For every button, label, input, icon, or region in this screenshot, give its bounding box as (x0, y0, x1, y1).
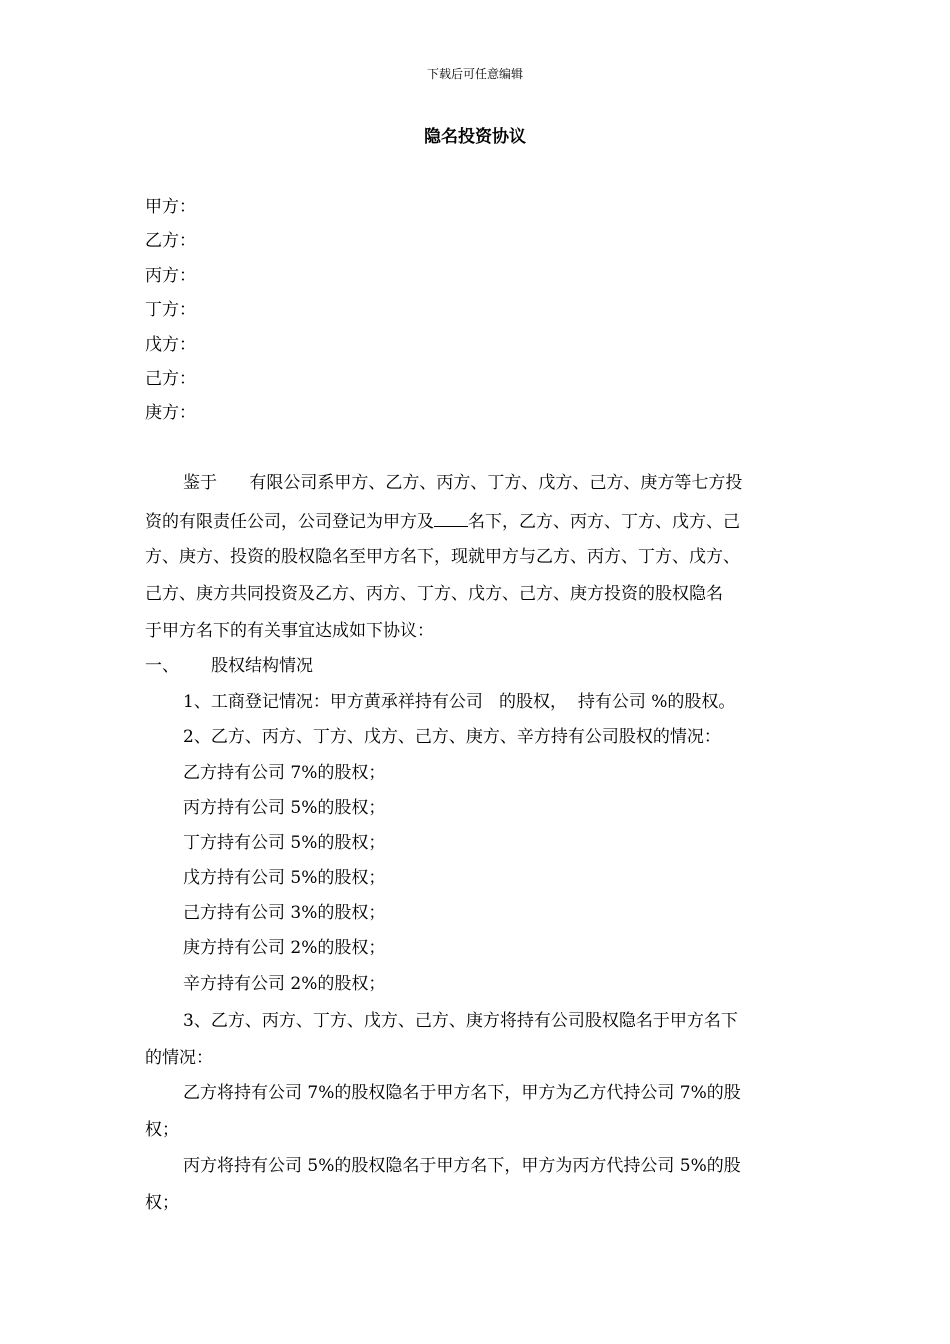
party-wu: 戊方： (145, 335, 196, 355)
party-geng: 庚方： (145, 403, 196, 423)
holding-line: 庚方持有公司 2%的股权； (183, 938, 386, 958)
preamble-line: 鉴于 有限公司系甲方、乙方、丙方、丁方、戊方、己方、庚方等七方投 (183, 473, 743, 493)
clause-item-3-cont: 的情况： (145, 1048, 213, 1068)
nominee-line-cont: 权； (145, 1193, 179, 1213)
fill-in-blank (434, 509, 468, 527)
section-heading-number: 一、 (145, 656, 179, 676)
party-ding: 丁方： (145, 300, 196, 320)
preamble-line: 于甲方名下的有关事宜达成如下协议： (145, 621, 434, 641)
holding-line: 乙方持有公司 7%的股权； (183, 763, 386, 783)
header-note: 下载后可任意编辑 (426, 67, 523, 81)
holding-line: 辛方持有公司 2%的股权； (183, 974, 386, 994)
nominee-line: 乙方将持有公司 7%的股权隐名于甲方名下，甲方为乙方代持公司 7%的股 (183, 1083, 741, 1103)
clause-item-2: 2、乙方、丙方、丁方、戊方、己方、庚方、辛方持有公司股权的情况： (183, 727, 721, 747)
party-yi: 乙方： (145, 231, 196, 251)
holding-line: 己方持有公司 3%的股权； (183, 903, 386, 923)
clause-item-1: 1、工商登记情况：甲方黄承祥持有公司 的股权， 持有公司 %的股权。 (183, 692, 736, 712)
preamble-text: 资的有限责任公司，公司登记为甲方及 (145, 512, 434, 532)
clause-item-3: 3、乙方、丙方、丁方、戊方、己方、庚方将持有公司股权隐名于甲方名下 (183, 1011, 738, 1031)
nominee-line-cont: 权； (145, 1120, 179, 1140)
party-ji: 己方： (145, 369, 196, 389)
holding-line: 丁方持有公司 5%的股权； (183, 833, 386, 853)
nominee-line: 丙方将持有公司 5%的股权隐名于甲方名下，甲方为丙方代持公司 5%的股 (183, 1156, 741, 1176)
document-title: 隐名投资协议 (424, 127, 526, 147)
holding-line: 丙方持有公司 5%的股权； (183, 798, 386, 818)
party-jia: 甲方： (145, 197, 196, 217)
preamble-line (145, 509, 740, 533)
preamble-line: 己方、庚方共同投资及乙方、丙方、丁方、戊方、己方、庚方投资的股权隐名 (145, 584, 723, 604)
preamble-text: 名下，乙方、丙方、丁方、戊方、己 (468, 512, 740, 532)
holding-line: 戊方持有公司 5%的股权； (183, 868, 386, 888)
preamble-line: 方、庚方、投资的股权隐名至甲方名下，现就甲方与乙方、丙方、丁方、戊方、 (145, 547, 740, 567)
party-bing: 丙方： (145, 266, 196, 286)
section-heading-text: 股权结构情况 (211, 656, 313, 676)
